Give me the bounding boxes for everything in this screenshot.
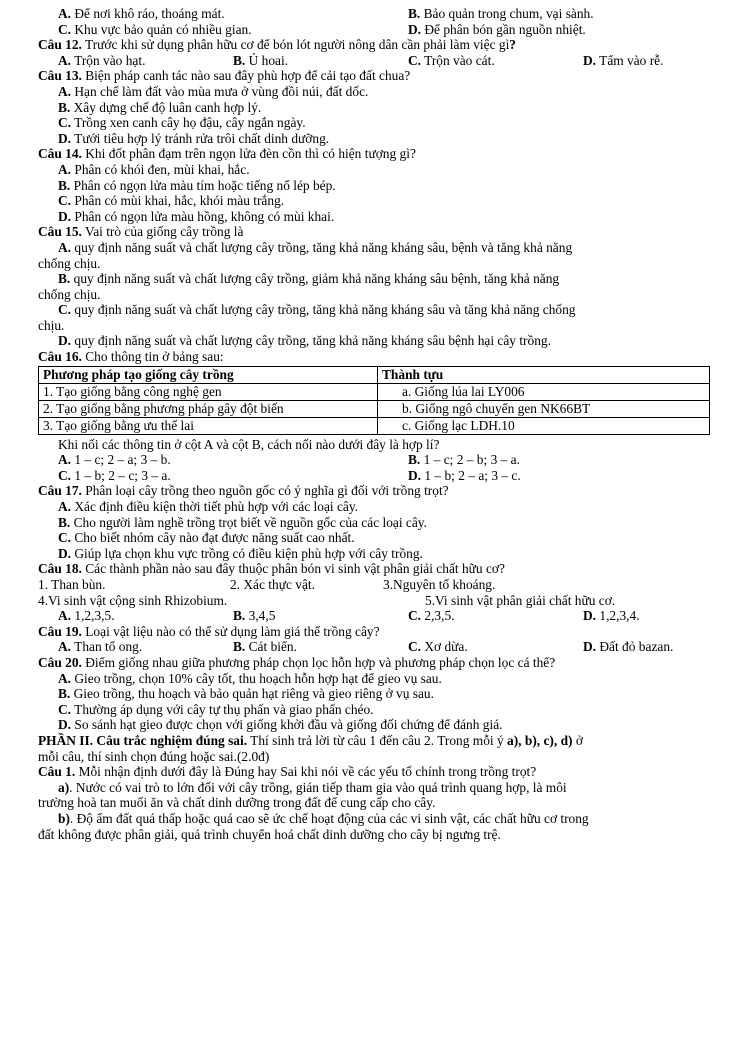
option-d [583, 608, 640, 624]
section-heading: PHẦN II. Câu trắc nghiệm đúng sai. [38, 732, 248, 748]
option-letter: A. [58, 608, 72, 624]
option-text: Khu vực bảo quản có nhiều gian. [71, 21, 252, 37]
option-text: Phân có mùi khai, hắc, khói màu trắng. [71, 193, 285, 209]
option-letter: D. [408, 467, 422, 483]
option-d [38, 546, 710, 562]
option-b [408, 6, 594, 22]
table-cell: 2. Tạo giống bằng phương pháp gây đột biến [39, 400, 378, 417]
option-letter: D. [58, 545, 72, 561]
option-c [38, 702, 710, 718]
option-c [408, 53, 495, 69]
option-a [58, 53, 145, 69]
option-c [38, 115, 710, 131]
statement-a-continuation: trường hoà tan muối ăn và chất dinh dưỡng trong đất để cung cấp cho cây. [38, 795, 436, 811]
option-letter: C. [408, 608, 422, 624]
option-letter: B. [408, 6, 421, 21]
option-d [408, 22, 586, 38]
option-b [38, 686, 710, 702]
question-18 [38, 561, 710, 577]
option-letter: B. [58, 514, 71, 530]
option-text: Than tổ ong. [71, 639, 143, 655]
option-text: quy định năng suất và chất lượng cây trồng, tăng khả năng kháng sâu và tăng khả năng chống [71, 302, 576, 318]
statement-letter: a) [58, 779, 70, 795]
option-text: 1,2,3,5. [71, 608, 115, 624]
table-cell: 1. Tạo giống bằng công nghệ gen [39, 383, 378, 400]
question-label: Câu 13. [38, 68, 82, 84]
table-header-row [39, 366, 710, 383]
top-options-row-2 [38, 22, 710, 38]
option-letter: C. [408, 52, 422, 68]
option-text: Xây dựng chế độ luân canh hợp lý. [70, 99, 262, 115]
option-c [38, 530, 710, 546]
question-label: Câu 18. [38, 561, 82, 577]
option-b [233, 53, 288, 69]
option-a [58, 608, 115, 624]
option-text: Xơ dừa. [421, 639, 468, 655]
option-text: Hạn chế làm đất vào mùa mưa ở vùng đồi núi, đất dốc. [71, 83, 369, 99]
question-text: Mỗi nhận định dưới đây là Đúng hay Sai khi nói về các yếu tố chính trong trồng trọt? [75, 764, 537, 780]
option-text: Thường áp dụng với cây tự thụ phấn và giao phấn chéo. [71, 701, 374, 717]
option-d [583, 53, 663, 69]
instruction-marks: a), b), c), d) [507, 732, 573, 748]
q19-options [38, 639, 710, 655]
part-2-instructions-continuation: mỗi câu, thí sinh chọn đúng hoặc sai.(2.0đ) [38, 748, 270, 764]
option-letter: B. [233, 52, 246, 68]
option-letter: A. [58, 6, 72, 21]
option-letter: D. [583, 639, 597, 655]
option-letter: A. [58, 639, 72, 655]
option-text: 1 – b; 2 – a; 3 – c. [421, 467, 521, 483]
question-label: Câu 14. [38, 146, 82, 162]
q18-options [38, 608, 710, 624]
option-text: Tưới tiêu hợp lý tránh rửa trôi chất dinh dưỡng. [71, 130, 330, 146]
option-letter: A. [58, 499, 72, 515]
option-b [38, 100, 710, 116]
option-text: Ủ hoai. [245, 52, 289, 68]
option-d [38, 131, 710, 147]
option-a [58, 6, 225, 22]
question-15 [38, 224, 710, 240]
option-letter: A. [58, 52, 72, 68]
option-letter: D. [58, 333, 72, 349]
question-19 [38, 624, 710, 640]
option-letter: A. [58, 83, 72, 99]
question-text: Cho thông tin ở bảng sau: [81, 349, 224, 365]
question-label: Câu 12. [38, 37, 82, 53]
option-text: Để nơi khô ráo, thoáng mát. [71, 6, 225, 21]
option-text: 1 – c; 2 – a; 3 – b. [71, 452, 171, 468]
option-letter: B. [58, 177, 71, 193]
option-text: So sánh hạt gieo được chọn với giống khởi đầu và giống đối chứng để đánh giá. [71, 717, 503, 733]
option-text: Phân có khói đen, mùi khai, hắc. [71, 161, 250, 177]
option-letter: D. [58, 208, 72, 224]
option-b [38, 178, 710, 194]
option-text: 3,4,5 [245, 608, 276, 624]
instruction-text: Thí sinh trả lời từ câu 1 đến câu 2. Trong mỗi ý [247, 732, 508, 748]
option-text: Trồng xen canh cây họ đậu, cây ngắn ngày. [71, 115, 306, 131]
option-b [38, 515, 710, 531]
option-text: quy định năng suất và chất lượng cây trồng, tăng khả năng kháng sâu, bệnh và tăng khả năng [71, 239, 573, 255]
option-letter: A. [58, 452, 72, 468]
option-b [233, 608, 275, 624]
option-text: Trộn vào cát. [421, 52, 495, 68]
table-cell: b. Giống ngô chuyển gen NK66BT [378, 400, 710, 417]
statement-text: . Nước có vai trò to lớn đối với cây trồng, gián tiếp tham gia vào quá trình quang hợp, là môi [69, 779, 567, 795]
option-d [38, 333, 710, 349]
part-2-question-1 [38, 764, 710, 780]
option-b [38, 271, 710, 287]
option-d [38, 717, 710, 733]
question-label: Câu 20. [38, 654, 82, 670]
option-text: Cát biển. [245, 639, 297, 655]
option-text: quy định năng suất và chất lượng cây trồng, giảm khả năng kháng sâu bệnh, tăng khả năng [70, 271, 560, 287]
option-text: Để phân bón gần nguồn nhiệt. [421, 21, 586, 37]
option-text: Bảo quản trong chum, vại sành. [420, 6, 594, 21]
statement-b [38, 811, 710, 827]
question-16 [38, 349, 710, 365]
question-14 [38, 146, 710, 162]
list-item: 1. Than bùn. [38, 577, 106, 592]
option-a [38, 84, 710, 100]
option-letter: B. [58, 99, 71, 115]
option-text: Phân có ngọn lửa màu hồng, không có mùi khai. [71, 208, 335, 224]
option-c [58, 22, 252, 38]
table-cell: 3. Tạo giống bằng ưu thế lai [39, 417, 378, 434]
option-a [38, 499, 710, 515]
option-letter: B. [58, 271, 71, 287]
list-item: 5.Vi sinh vật phân giải chất hữu cơ. [425, 592, 616, 608]
option-c [408, 608, 455, 624]
part-2-instructions [38, 733, 710, 749]
statement-letter: b) [58, 810, 70, 826]
question-text: Điểm giống nhau giữa phương pháp chọn lọc hỗn hợp và phương pháp chọn lọc cá thể? [81, 654, 556, 670]
option-letter: D. [583, 608, 597, 624]
statement-a [38, 780, 710, 796]
question-13 [38, 68, 710, 84]
option-letter: D. [583, 52, 597, 68]
question-text: Trước khi sử dụng phân hữu cơ để bón lót người nông dân cần phải làm việc gì [81, 37, 510, 53]
option-text: 1,2,3,4. [596, 608, 640, 624]
table-cell: a. Giống lúa lai LY006 [378, 383, 710, 400]
option-letter: C. [58, 467, 72, 483]
instruction-text: ở [572, 732, 583, 748]
option-text: Phân có ngọn lửa màu tím hoặc tiếng nổ lép bép. [70, 177, 336, 193]
option-c [408, 639, 468, 655]
list-item: 3.Nguyên tố khoáng. [383, 577, 496, 592]
option-c-continuation: chịu. [38, 317, 65, 333]
option-letter: C. [58, 193, 72, 209]
option-d [408, 468, 521, 484]
question-label: Câu 19. [38, 623, 82, 639]
option-a-continuation: chống chịu. [38, 255, 101, 271]
q18-items-row-2 [38, 593, 710, 609]
option-a [58, 452, 171, 468]
method-achievement-table [38, 366, 710, 435]
option-text: Cho biết nhóm cây nào đạt được năng suất cao nhất. [71, 530, 355, 546]
option-d [38, 209, 710, 225]
statement-text: . Độ ẩm đất quá thấp hoặc quá cao sẽ ức chế hoạt động của các vi sinh vật, các chất hữu cơ trong [69, 810, 589, 826]
question-20 [38, 655, 710, 671]
option-letter: C. [58, 530, 72, 546]
option-d [583, 639, 673, 655]
option-text: 1 – c; 2 – b; 3 – a. [420, 452, 520, 468]
option-text: 1 – b; 2 – c; 3 – a. [71, 467, 171, 483]
option-text: Trộn vào hạt. [71, 52, 146, 68]
question-17 [38, 483, 710, 499]
option-c [58, 468, 171, 484]
option-text: Gieo trồng, thu hoạch và bảo quản hạt riêng và gieo riêng ở vụ sau. [70, 686, 434, 702]
question-text: Loại vật liệu nào có thể sử dụng làm giá thể trồng cây? [81, 623, 380, 639]
option-letter: A. [58, 161, 72, 177]
question-text: Vai trò của giống cây trồng là [81, 224, 244, 240]
question-12 [38, 37, 710, 53]
q16-options-row-2 [38, 468, 710, 484]
list-item: 4.Vi sinh vật cộng sinh Rhizobium. [38, 592, 228, 608]
option-letter: B. [233, 608, 246, 624]
question-label: Câu 1. [38, 764, 76, 780]
option-letter: C. [408, 639, 422, 655]
table-row [39, 400, 710, 417]
question-text: Biện pháp canh tác nào sau đây phù hợp để cải tạo đất chua? [81, 68, 411, 84]
option-letter: D. [58, 717, 72, 733]
option-text: quy định năng suất và chất lượng cây trồng, tăng khả năng kháng sâu bệnh hại cây trồng. [71, 333, 551, 349]
exam-document [38, 6, 710, 842]
q16-options-row-1 [38, 452, 710, 468]
option-letter: D. [58, 130, 72, 146]
question-mark: ? [509, 37, 516, 53]
table-row [39, 383, 710, 400]
question-label: Câu 17. [38, 483, 82, 499]
option-letter: C. [58, 701, 72, 717]
option-letter: A. [58, 239, 72, 255]
option-letter: C. [58, 115, 72, 131]
q12-options [38, 53, 710, 69]
option-c [38, 193, 710, 209]
table-header-cell: Phương pháp tạo giống cây trồng [39, 366, 378, 383]
option-a [38, 240, 710, 256]
table-cell: c. Giống lạc LDH.10 [378, 417, 710, 434]
option-text: Cho người làm nghề trồng trọt biết về nguồn gốc của các loại cây. [70, 514, 427, 530]
top-options-row-1 [38, 6, 710, 22]
option-letter: C. [58, 302, 72, 318]
option-text: Giúp lựa chọn khu vực trồng có điều kiện phù hợp với cây trồng. [71, 545, 423, 561]
option-b-continuation: chống chịu. [38, 286, 101, 302]
option-b [233, 639, 297, 655]
option-letter: B. [233, 639, 246, 655]
statement-b-continuation: đất không được phân giải, quá trình chuyển hoá chất dinh dưỡng cho cây bị ngưng trệ. [38, 826, 501, 842]
option-b [408, 452, 520, 468]
option-text: Tẩm vào rễ. [596, 52, 664, 68]
question-text: Các thành phần nào sau đây thuộc phân bón vi sinh vật phân giải chất hữu cơ? [81, 561, 505, 577]
option-c [38, 302, 710, 318]
option-text: Đất đỏ bazan. [596, 639, 674, 655]
list-item: 2. Xác thực vật. [230, 577, 315, 592]
option-text: Gieo trồng, chọn 10% cây tốt, thu hoạch hỗn hợp hạt để gieo vụ sau. [71, 670, 442, 686]
option-letter: B. [58, 686, 71, 702]
table-row [39, 417, 710, 434]
option-letter: B. [408, 452, 421, 468]
q18-items-row-1 [38, 577, 710, 593]
option-a [38, 671, 710, 687]
option-letter: D. [408, 21, 422, 37]
option-letter: C. [58, 21, 72, 37]
table-header-cell: Thành tựu [378, 366, 710, 383]
option-a [58, 639, 142, 655]
question-text: Khi đốt phân đạm trên ngọn lửa đèn cồn thì có hiện tượng gì? [81, 146, 416, 162]
option-text: 2,3,5. [421, 608, 455, 624]
question-label: Câu 15. [38, 224, 82, 240]
option-letter: A. [58, 670, 72, 686]
question-16-prompt: Khi nối các thông tin ở cột A và cột B, cách nối nào dưới đây là hợp lí? [58, 436, 440, 452]
option-text: Xác định điều kiện thời tiết phù hợp với các loại cây. [71, 499, 359, 515]
question-text: Phân loại cây trồng theo nguồn gốc có ý nghĩa gì đối với trồng trọt? [81, 483, 449, 499]
option-a [38, 162, 710, 178]
question-label: Câu 16. [38, 349, 82, 365]
